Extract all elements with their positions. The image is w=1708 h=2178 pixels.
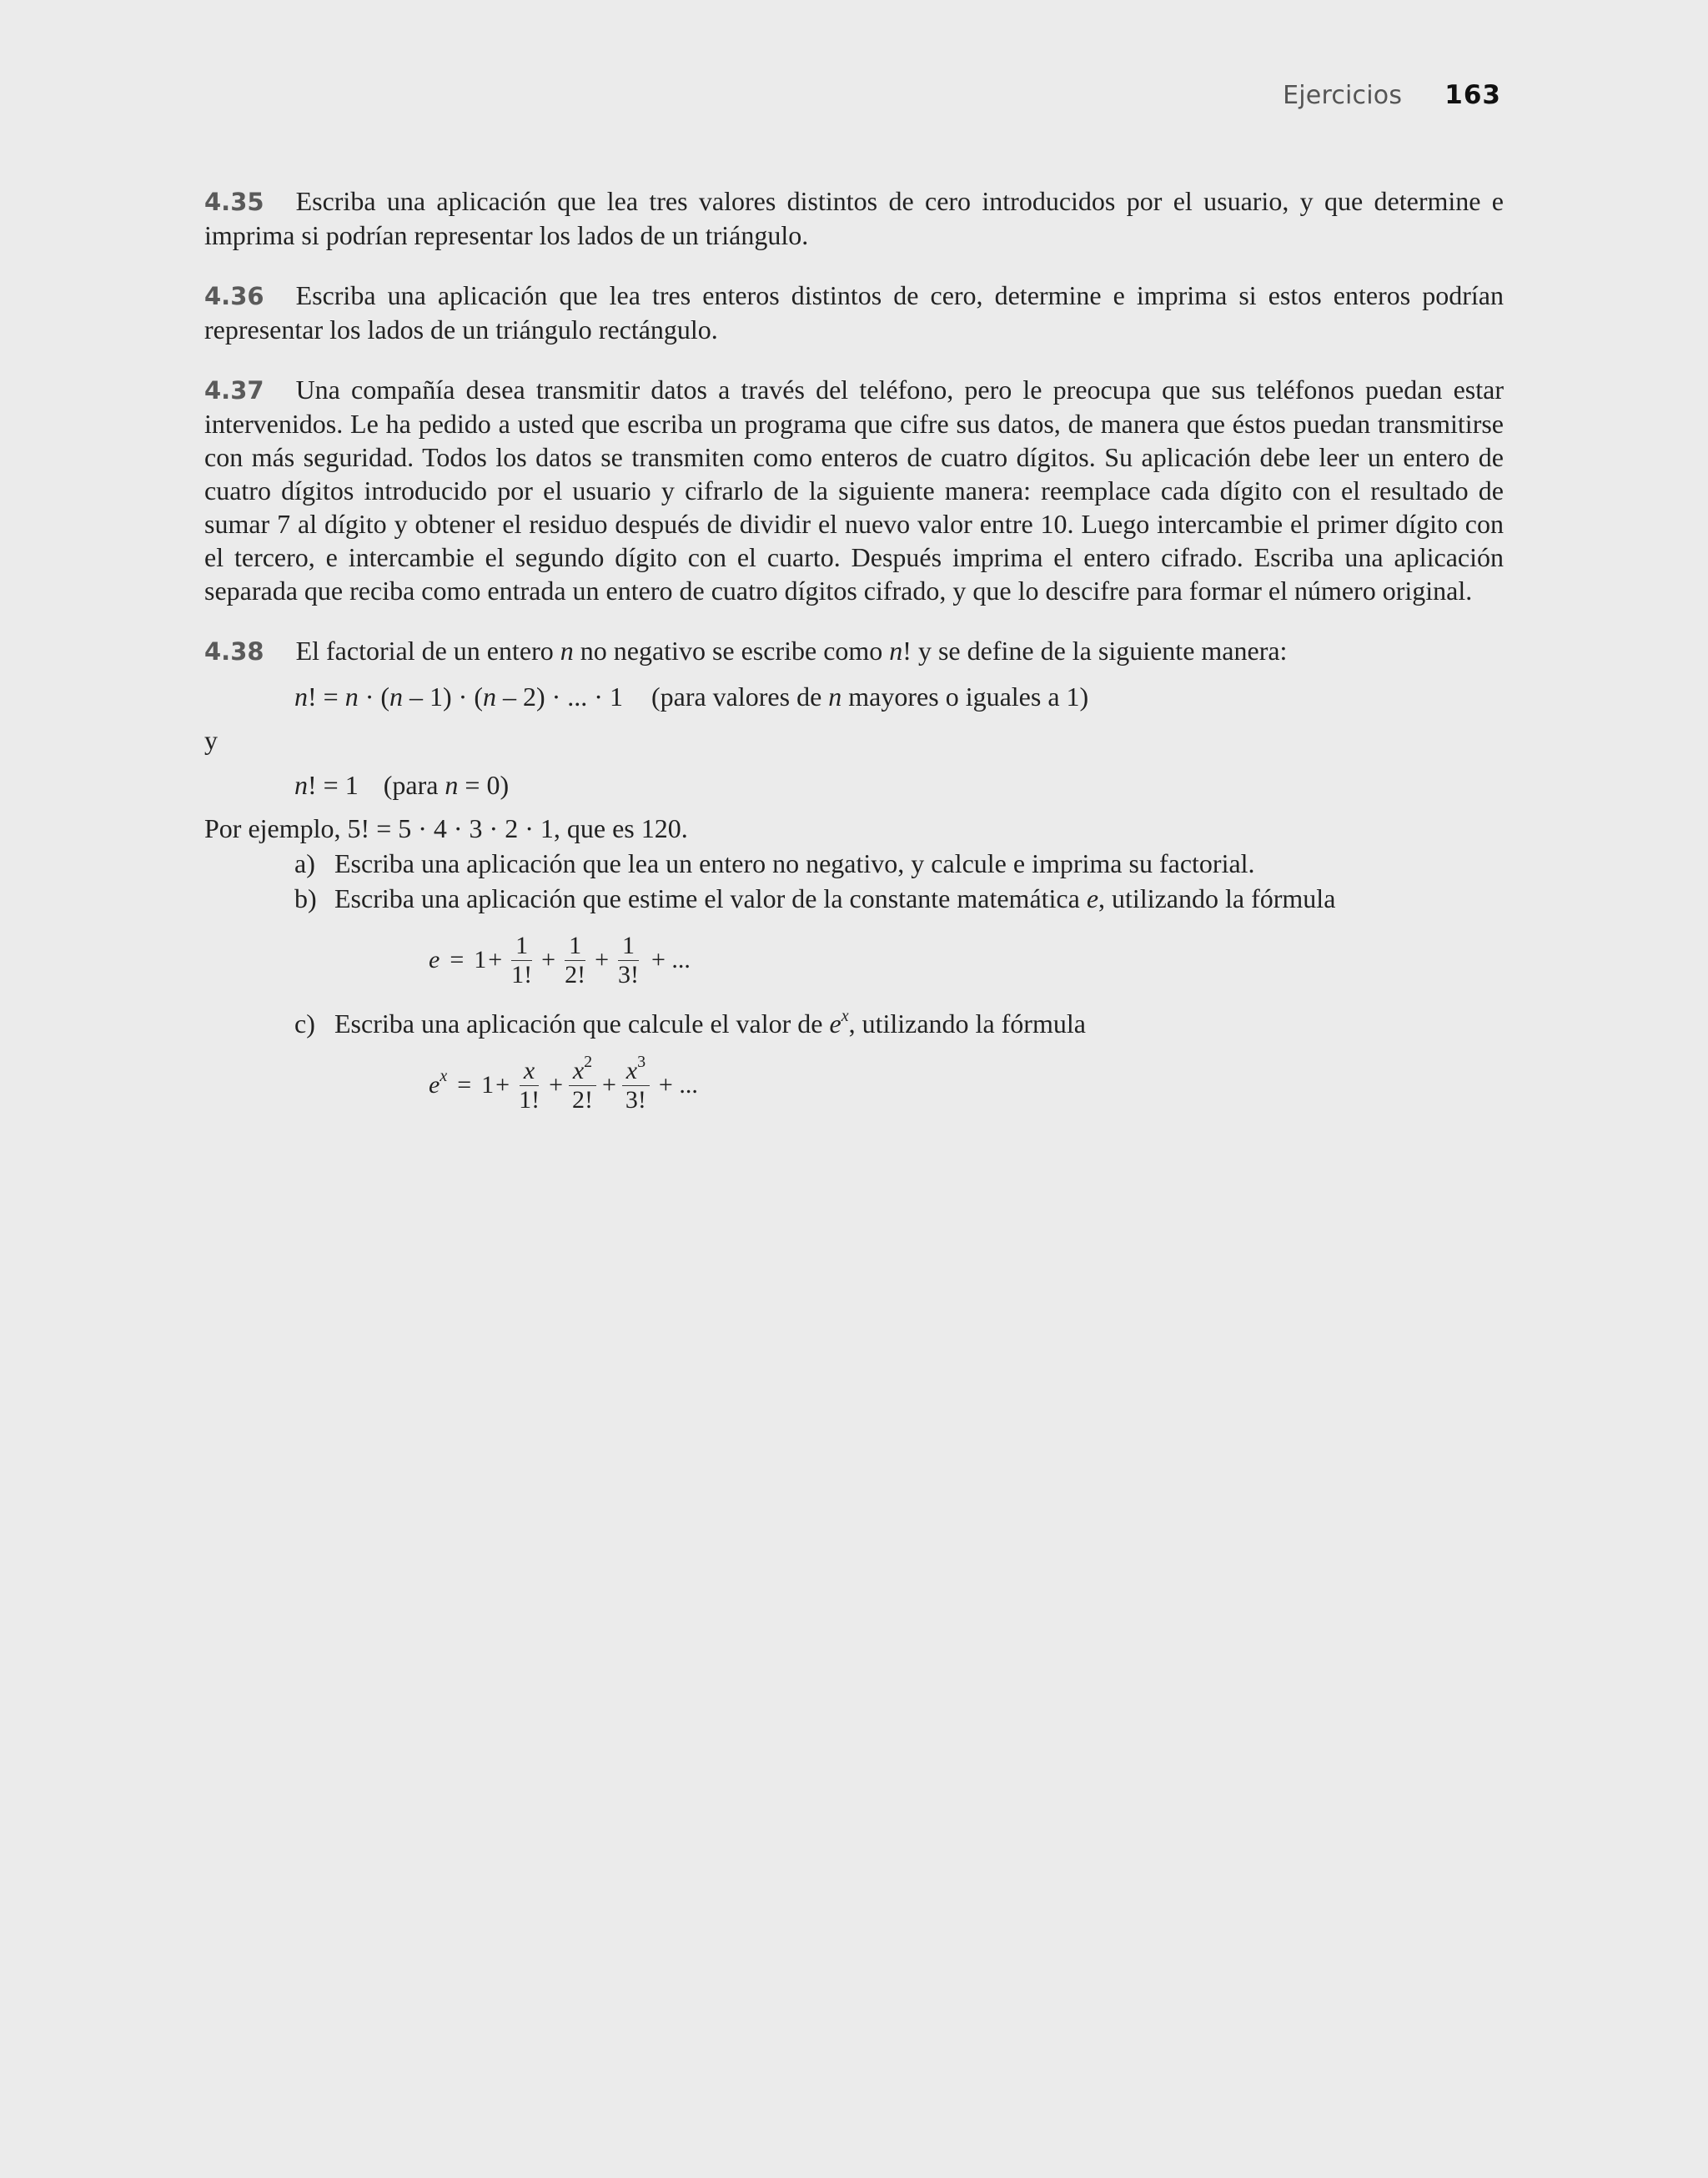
def-text: – 1) · (	[403, 682, 483, 712]
example-line: Por ejemplo, 5! = 5 · 4 · 3 · 2 · 1, que es 120.	[204, 813, 688, 843]
fraction-numerator	[622, 1052, 650, 1086]
formula-lhs-exponent: x	[440, 1067, 448, 1085]
var-x: x	[841, 1007, 849, 1025]
formula-fraction	[614, 932, 643, 989]
running-header	[1283, 80, 1501, 110]
item-text	[334, 1009, 1086, 1039]
formula-tail: + ...	[651, 946, 691, 973]
formula-term: 1	[481, 1071, 495, 1099]
fraction-denominator: 3!	[618, 960, 640, 988]
item-text-part: Escriba una aplicación que estime el valor de la constante matemática	[334, 883, 1087, 913]
formula-fraction	[507, 932, 536, 989]
formula-lhs: e	[429, 946, 440, 973]
formula-term: 1	[474, 946, 487, 973]
item-text	[334, 883, 1335, 913]
intro-text: El factorial de un entero	[295, 636, 560, 666]
formula-plus: +	[601, 1071, 616, 1099]
exercise-4-38	[204, 634, 1504, 668]
formula-lhs	[429, 1069, 447, 1102]
formula-plus: +	[541, 946, 556, 973]
numerator-exponent: 3	[637, 1052, 646, 1071]
var-n: n	[482, 682, 496, 712]
exercise-number: 4.35	[204, 188, 264, 216]
formula-equals: =	[457, 1071, 472, 1099]
page-body	[204, 184, 1504, 1132]
numerator-var: x	[523, 1056, 535, 1084]
formula-plus: +	[488, 946, 503, 973]
fraction-denominator: 2!	[571, 1085, 593, 1114]
def-text: – 2) · ... · 1	[495, 682, 623, 712]
fraction-denominator: 3!	[625, 1085, 646, 1114]
formula-plus: +	[495, 1071, 510, 1099]
exercise-4-36	[204, 279, 1504, 346]
item-text-part: , utilizando la fórmula	[848, 1009, 1086, 1039]
formula-fraction	[560, 932, 590, 989]
numerator-var: x	[625, 1056, 638, 1084]
exercise-text: Escriba una aplicación que lea tres valores distintos de cero introducidos por el usuario, y que determine e imprima si podrían representar los lados de un triángulo.	[204, 186, 1504, 250]
fraction-denominator: 2!	[565, 960, 586, 988]
def-note: = 0)	[458, 770, 510, 800]
var-n: n	[889, 636, 903, 666]
fraction-denominator: 1!	[511, 960, 533, 988]
formula-ex	[204, 1050, 1504, 1120]
item-text-part: Escriba una aplicación que calcule el valor de	[334, 1009, 830, 1039]
exercise-text: Escriba una aplicación que lea tres enteros distintos de cero, determine e imprima si estos enteros podrían representar los lados de un triángulo rectángulo.	[204, 280, 1504, 345]
def-note: mayores o iguales a 1)	[841, 682, 1089, 712]
var-n: n	[828, 682, 842, 712]
formula-plus: +	[549, 1071, 563, 1099]
exercise-number: 4.38	[204, 637, 264, 666]
formula-tail: + ...	[658, 1071, 698, 1099]
fraction-denominator: 1!	[519, 1085, 540, 1114]
page-number: 163	[1444, 80, 1501, 110]
exercise-4-37	[204, 373, 1504, 607]
item-a	[204, 847, 1504, 880]
var-n: n	[294, 682, 308, 712]
numerator-exponent: 2	[584, 1052, 593, 1071]
conjunction-y: y	[204, 725, 218, 755]
def-text: ! = 1	[308, 770, 359, 800]
def-text: · (	[358, 682, 390, 712]
item-text: Escriba una aplicación que lea un entero no negativo, y calcule e imprima su factorial.	[334, 848, 1255, 878]
fraction-numerator: 1	[565, 932, 585, 961]
formula-fraction	[515, 1057, 544, 1114]
exercise-text: Una compañía desea transmitir datos a través del teléfono, pero le preocupa que sus teléfonos puedan estar intervenidos. Le ha pedido a usted que escriba un programa que cifre sus datos, de manera que éstos puedan transmitirse con más seguridad. Todos los datos se transmiten como enteros de cuatro dígitos. Su aplicación debe leer un entero de cuatro dígitos introducido por el usuario y cifrarlo de la siguiente manera: reemplace cada dígito con el resultado de sumar 7 al dígito y obtener el residuo después de dividir el nuevo valor entre 10. Luego intercambie el primer dígito con el tercero, e intercambie el segundo dígito con el cuarto. Después imprima el entero cifrado. Escriba una aplicación separada que reciba como entrada un entero de cuatro dígitos cifrado, y que lo descifre para formar el número original.	[204, 375, 1504, 606]
exercise-4-35	[204, 184, 1504, 252]
factorial-zero	[204, 768, 1504, 802]
var-e: e	[1086, 883, 1099, 913]
item-text-part: , utilizando la fórmula	[1098, 883, 1336, 913]
formula-equals: =	[450, 946, 465, 973]
fraction-numerator	[569, 1052, 596, 1086]
formula-fraction	[621, 1052, 651, 1114]
item-label: a)	[294, 848, 315, 878]
var-n: n	[389, 682, 404, 712]
formula-plus: +	[595, 946, 610, 973]
factorial-definition	[204, 680, 1504, 713]
var-n: n	[560, 636, 574, 666]
numerator-var: x	[572, 1056, 585, 1084]
section-title: Ejercicios	[1283, 81, 1403, 110]
formula-lhs-base: e	[429, 1071, 440, 1099]
fraction-numerator	[520, 1057, 539, 1086]
exercise-number: 4.36	[204, 282, 264, 310]
intro-text: no negativo se escribe como	[573, 636, 890, 666]
fraction-numerator: 1	[618, 932, 639, 961]
var-n: n	[344, 682, 359, 712]
item-label: c)	[294, 1009, 315, 1039]
formula-fraction	[568, 1052, 597, 1114]
def-note: (para	[383, 770, 445, 800]
fraction-numerator: 1	[511, 932, 532, 961]
exercise-number: 4.37	[204, 376, 264, 405]
item-label: b)	[294, 883, 317, 913]
intro-text: ! y se define de la siguiente manera:	[902, 636, 1288, 666]
item-c	[204, 1007, 1504, 1040]
formula-e	[204, 925, 1504, 995]
def-text: ! =	[308, 682, 345, 712]
var-e: e	[829, 1009, 841, 1039]
var-n: n	[294, 770, 308, 800]
def-note: (para valores de	[651, 682, 829, 712]
item-b	[204, 882, 1504, 915]
var-n: n	[445, 770, 459, 800]
